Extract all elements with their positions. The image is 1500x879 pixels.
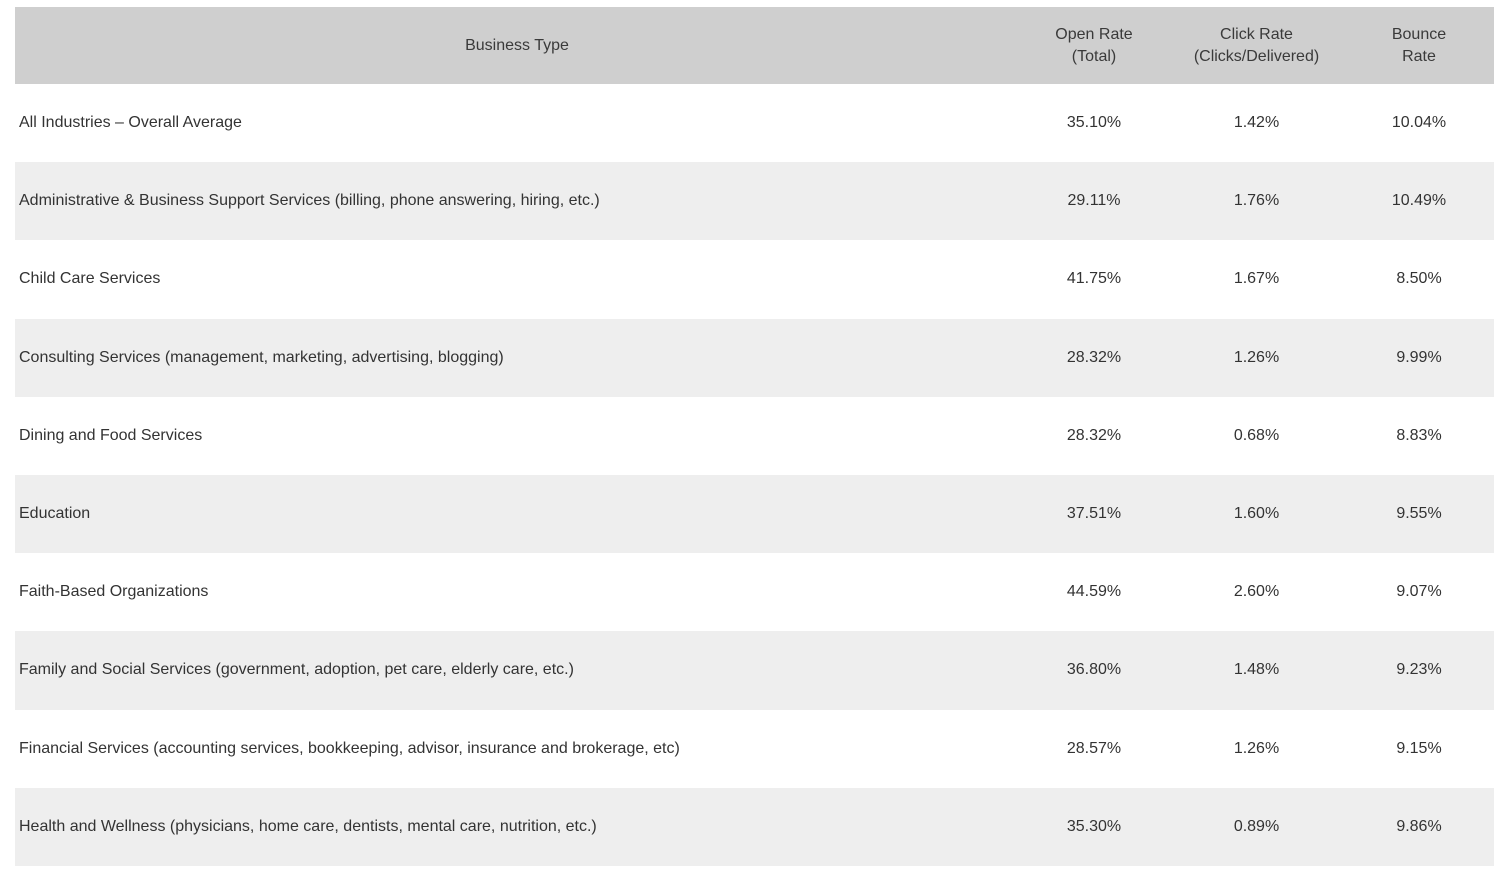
table-row <box>15 162 1494 240</box>
table-row <box>15 631 1494 709</box>
cell-open-rate: 29.11% <box>1067 192 1121 210</box>
table-row <box>15 710 1494 788</box>
cell-bounce-rate: 9.99% <box>1396 348 1442 366</box>
table-row <box>15 788 1494 866</box>
cell-business-type: Health and Wellness (physicians, home care, dentists, mental care, nutrition, etc.) <box>19 817 597 835</box>
table-row <box>15 240 1494 318</box>
header-business-type <box>15 37 1019 55</box>
table-row <box>15 475 1494 553</box>
cell-click-rate: 2.60% <box>1233 583 1280 601</box>
cell-bounce-rate: 9.07% <box>1396 583 1442 601</box>
header-business-type-label: Business Type <box>465 36 569 54</box>
cell-business-type: Education <box>19 505 91 523</box>
cell-bounce-rate: 9.55% <box>1396 505 1442 523</box>
header-open-rate <box>1019 24 1169 68</box>
table-row <box>15 397 1494 475</box>
table-header <box>15 7 1494 84</box>
table-row <box>15 553 1494 631</box>
cell-open-rate: 35.30% <box>1066 817 1122 835</box>
cell-bounce-rate: 8.50% <box>1396 270 1442 288</box>
cell-open-rate: 35.10% <box>1066 114 1122 132</box>
cell-business-type: Family and Social Services (government, adoption, pet care, elderly care, etc.) <box>19 661 574 679</box>
table-row <box>15 84 1494 162</box>
email-benchmark-table <box>15 7 1494 866</box>
cell-business-type: Administrative & Business Support Services (billing, phone answering, hiring, etc.) <box>19 192 600 210</box>
cell-click-rate: 0.89% <box>1233 817 1280 835</box>
cell-bounce-rate: 9.86% <box>1396 817 1442 835</box>
cell-click-rate: 1.67% <box>1233 270 1280 288</box>
cell-click-rate: 1.60% <box>1233 505 1280 523</box>
cell-click-rate: 1.42% <box>1233 114 1280 132</box>
cell-bounce-rate: 9.23% <box>1396 661 1442 679</box>
cell-click-rate: 1.76% <box>1233 192 1280 210</box>
header-click-rate-line1: Click Rate <box>1220 25 1293 43</box>
cell-bounce-rate: 10.49% <box>1391 192 1447 210</box>
cell-click-rate: 1.26% <box>1233 348 1280 366</box>
header-bounce-rate <box>1344 24 1494 68</box>
cell-business-type: Faith-Based Organizations <box>19 583 209 601</box>
cell-business-type: Financial Services (accounting services, bookkeeping, advisor, insurance and brokerage, etc) <box>19 739 680 757</box>
header-open-rate-line2: (Total) <box>1071 47 1117 65</box>
cell-bounce-rate: 9.15% <box>1396 739 1442 757</box>
cell-click-rate: 1.26% <box>1233 739 1280 757</box>
cell-open-rate: 41.75% <box>1066 270 1122 288</box>
cell-open-rate: 44.59% <box>1066 583 1122 601</box>
cell-business-type: All Industries – Overall Average <box>19 114 242 132</box>
header-bounce-rate-line1: Bounce <box>1391 25 1447 43</box>
cell-open-rate: 36.80% <box>1066 661 1122 679</box>
cell-business-type: Child Care Services <box>19 270 161 288</box>
cell-click-rate: 0.68% <box>1233 426 1280 444</box>
header-click-rate <box>1169 24 1344 68</box>
cell-business-type: Consulting Services (management, marketing, advertising, blogging) <box>19 348 504 366</box>
cell-open-rate: 28.32% <box>1066 426 1122 444</box>
header-bounce-rate-line2: Rate <box>1402 47 1436 65</box>
table-row <box>15 319 1494 397</box>
cell-bounce-rate: 10.04% <box>1391 114 1447 132</box>
cell-business-type: Dining and Food Services <box>19 426 203 444</box>
header-click-rate-line2: (Clicks/Delivered) <box>1193 47 1320 65</box>
header-open-rate-line1: Open Rate <box>1055 25 1133 43</box>
cell-open-rate: 28.32% <box>1066 348 1122 366</box>
cell-bounce-rate: 8.83% <box>1396 426 1442 444</box>
cell-click-rate: 1.48% <box>1233 661 1280 679</box>
cell-open-rate: 37.51% <box>1066 505 1122 523</box>
cell-open-rate: 28.57% <box>1066 739 1122 757</box>
